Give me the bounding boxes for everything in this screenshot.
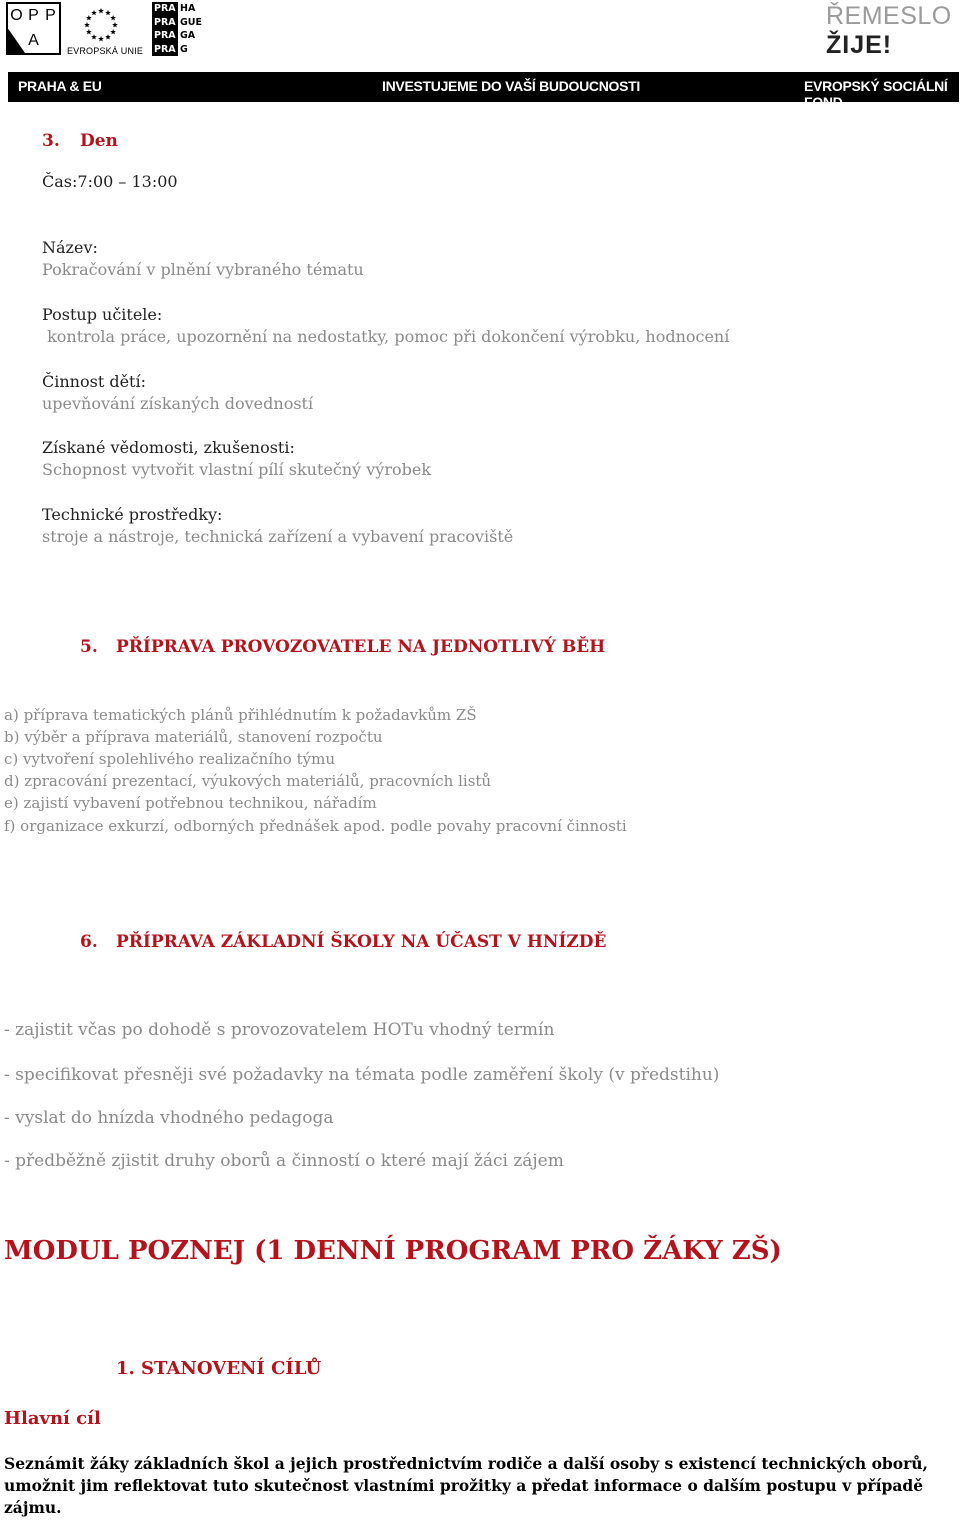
praha-logo-text: PRA <box>154 30 176 41</box>
list-item: - specifikovat přesněji své požadavky na témata podle zaměření školy (v předstihu) <box>4 1065 720 1085</box>
section-title: PŘÍPRAVA ZÁKLADNÍ ŠKOLY NA ÚČAST V HNÍZDĚ <box>116 932 607 952</box>
field-label: Získané vědomosti, zkušenosti: <box>42 438 295 457</box>
banner-center: INVESTUJEME DO VAŠÍ BUDOUCNOSTI <box>382 78 641 94</box>
goal-text-line: zájmu. <box>4 1498 62 1517</box>
field-label: Název: <box>42 238 98 257</box>
praha-logo-text: PRA <box>154 16 176 28</box>
oppa-blank <box>42 29 59 54</box>
field-value: kontrola práce, upozornění na nedostatky, pomoc při dokončení výrobku, hodnocení <box>42 327 730 346</box>
list-item: - vyslat do hnízda vhodného pedagoga <box>4 1108 334 1128</box>
banner-left: PRAHA & EU <box>18 78 102 94</box>
praha-logo-col-2 <box>178 2 204 56</box>
header-banner <box>8 72 959 110</box>
list-item: b) výběr a příprava materiálů, stanovení rozpočtu <box>4 728 383 746</box>
goal-text-line: umožnit jim reflektovat tuto skutečnost vlastními prožitky a předat informace o dalším postupu v případě <box>4 1476 924 1495</box>
eu-star-icon <box>91 34 97 39</box>
list-item: e) zajistí vybavení potřebnou technikou, nářadím <box>4 794 377 812</box>
list-item: c) vytvoření spolehlivého realizačního týmu <box>4 750 335 768</box>
list-item: - předběžně zjistit druhy oborů a činností o které mají žáci zájem <box>4 1151 564 1171</box>
eu-star-icon <box>110 29 116 34</box>
eu-flag-icon <box>72 5 130 45</box>
goal-text <box>4 1453 954 1519</box>
field-value: Pokračování v plnění vybraného tématu <box>42 260 364 279</box>
field-label: Technické prostředky: <box>42 505 223 524</box>
praha-logo-text: HA <box>180 3 196 14</box>
brand-remeslo: ŘEMESLO <box>826 2 952 30</box>
day-title: Den <box>80 131 118 151</box>
eu-star-icon <box>84 22 90 27</box>
eu-star-icon <box>98 8 104 13</box>
praha-logo-text: PRA <box>154 43 176 55</box>
praha-logo-text: G <box>180 43 188 55</box>
list-item: f) organizace exkurzí, odborných přednášek apod. podle povahy pracovní činnosti <box>4 817 627 835</box>
praha-logo-col-1 <box>152 2 178 56</box>
oppa-triangle <box>8 29 25 54</box>
oppa-letter: P <box>28 7 39 25</box>
field-value: stroje a nástroje, technická zařízení a vybavení pracoviště <box>42 527 514 546</box>
field-label: Činnost dětí: <box>42 372 146 391</box>
section-number: 6. <box>80 932 98 952</box>
banner-right: EVROPSKÝ SOCIÁLNÍ FOND <box>804 78 948 110</box>
module-title: MODUL POZNEJ (1 DENNÍ PROGRAM PRO ŽÁKY ZŠ) <box>4 1236 782 1266</box>
list-item: a) příprava tematických plánů přihlédnutím k požadavkům ZŠ <box>4 706 477 724</box>
eu-star-icon <box>86 15 92 20</box>
module-subheading: 1. STANOVENÍ CÍLŮ <box>116 1358 322 1379</box>
eu-star-icon <box>86 29 92 34</box>
field-value: Schopnost vytvořit vlastní pílí skutečný výrobek <box>42 460 432 479</box>
eu-star-icon <box>105 34 111 39</box>
day-time: Čas:7:00 – 13:00 <box>42 172 178 191</box>
oppa-letter: P <box>45 7 56 25</box>
day-number: 3. <box>42 131 60 151</box>
praha-logo-text: GA <box>180 30 196 41</box>
goal-text-line: Seznámit žáky základních škol a jejich prostřednictvím rodiče a další osoby s existencí technických oborů, <box>4 1454 928 1473</box>
oppa-logo <box>6 2 61 55</box>
eu-star-icon <box>105 10 111 15</box>
section-number: 5. <box>80 637 98 657</box>
field-label: Postup učitele: <box>42 305 163 324</box>
praha-logo <box>152 2 204 56</box>
praha-logo-text: GUE <box>180 16 203 28</box>
brand-zije: ŽIJE! <box>826 31 893 59</box>
oppa-letter: O <box>10 7 23 25</box>
section-title: PŘÍPRAVA PROVOZOVATELE NA JEDNOTLIVÝ BĚH <box>116 637 606 657</box>
eu-label: EVROPSKÁ UNIE <box>66 46 144 56</box>
list-item: d) zpracování prezentací, výukových materiálů, pracovních listů <box>4 772 492 790</box>
oppa-letter: A <box>28 31 39 49</box>
goal-label: Hlavní cíl <box>4 1408 101 1429</box>
eu-star-icon <box>110 15 116 20</box>
praha-logo-text: PRA <box>154 3 176 14</box>
eu-star-icon <box>98 36 104 41</box>
eu-star-icon <box>91 10 97 15</box>
eu-star-icon <box>112 22 118 27</box>
list-item: - zajistit včas po dohodě s provozovatelem HOTu vhodný termín <box>4 1020 555 1040</box>
field-value: upevňování získaných dovedností <box>42 394 314 413</box>
